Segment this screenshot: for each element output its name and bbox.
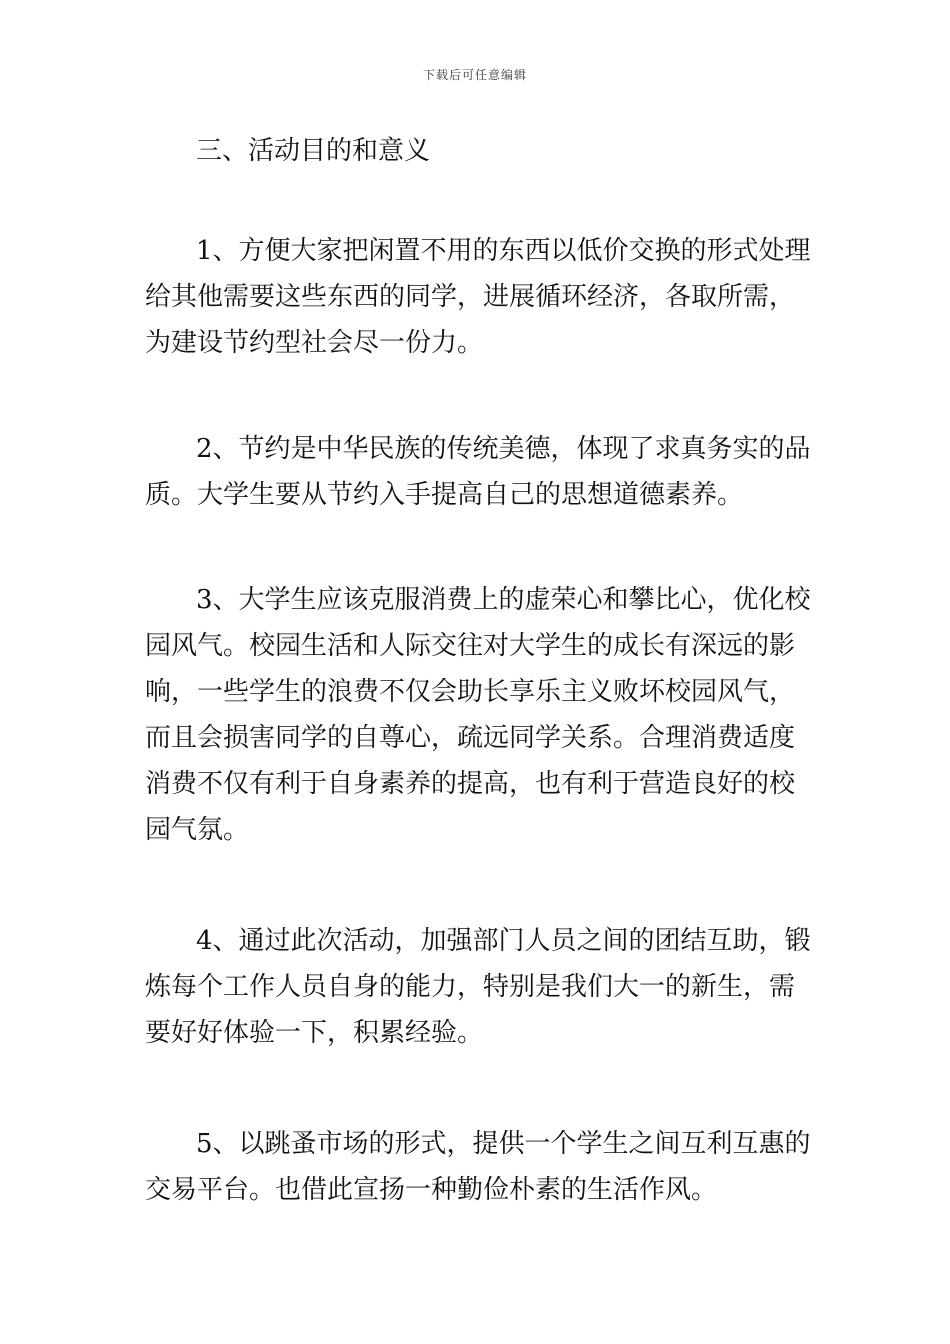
paragraph-3 [145, 577, 815, 853]
paragraph-line: 而且会损害同学的自尊心，疏远同学关系。合理消费适度 [145, 723, 796, 753]
paragraph-line: 响，一些学生的浪费不仅会助长享乐主义败坏校园风气， [145, 677, 796, 707]
paragraph-line: 质。大学生要从节约入手提高自己的思想道德素养。 [145, 480, 744, 510]
section-heading: 三、活动目的和意义 [196, 136, 431, 166]
paragraph-5 [145, 1121, 815, 1213]
paragraph-line: 要好好体验一下，积累经验。 [145, 1018, 484, 1048]
paragraph-4 [145, 918, 815, 1056]
paragraph-line: 5、以跳蚤市场的形式，提供一个学生之间互利互惠的 [196, 1129, 811, 1159]
paragraph-line: 炼每个工作人员自身的能力，特别是我们大一的新生，需 [145, 972, 796, 1002]
paragraph-line: 2、节约是中华民族的传统美德，体现了求真务实的品 [196, 434, 811, 464]
paragraph-line: 给其他需要这些东西的同学，进展循环经济，各取所需， [145, 282, 796, 312]
paragraph-line: 交易平台。也借此宣扬一种勤俭朴素的生活作风。 [145, 1175, 718, 1205]
paragraph-line: 4、通过此次活动，加强部门人员之间的团结互助，锻 [196, 926, 811, 956]
header-note: 下载后可任意编辑 [422, 68, 527, 82]
paragraph-line: 园气氛。 [145, 815, 250, 845]
paragraph-line: 3、大学生应该克服消费上的虚荣心和攀比心，优化校 [196, 585, 811, 615]
paragraph-line: 消费不仅有利于自身素养的提高，也有利于营造良好的校 [145, 769, 796, 799]
paragraph-line: 为建设节约型社会尽一份力。 [145, 328, 484, 358]
paragraph-1 [145, 228, 815, 366]
paragraph-line: 1、方便大家把闲置不用的东西以低价交换的形式处理 [196, 236, 811, 266]
paragraph-line: 园风气。校园生活和人际交往对大学生的成长有深远的影 [145, 631, 796, 661]
paragraph-2 [145, 426, 815, 518]
